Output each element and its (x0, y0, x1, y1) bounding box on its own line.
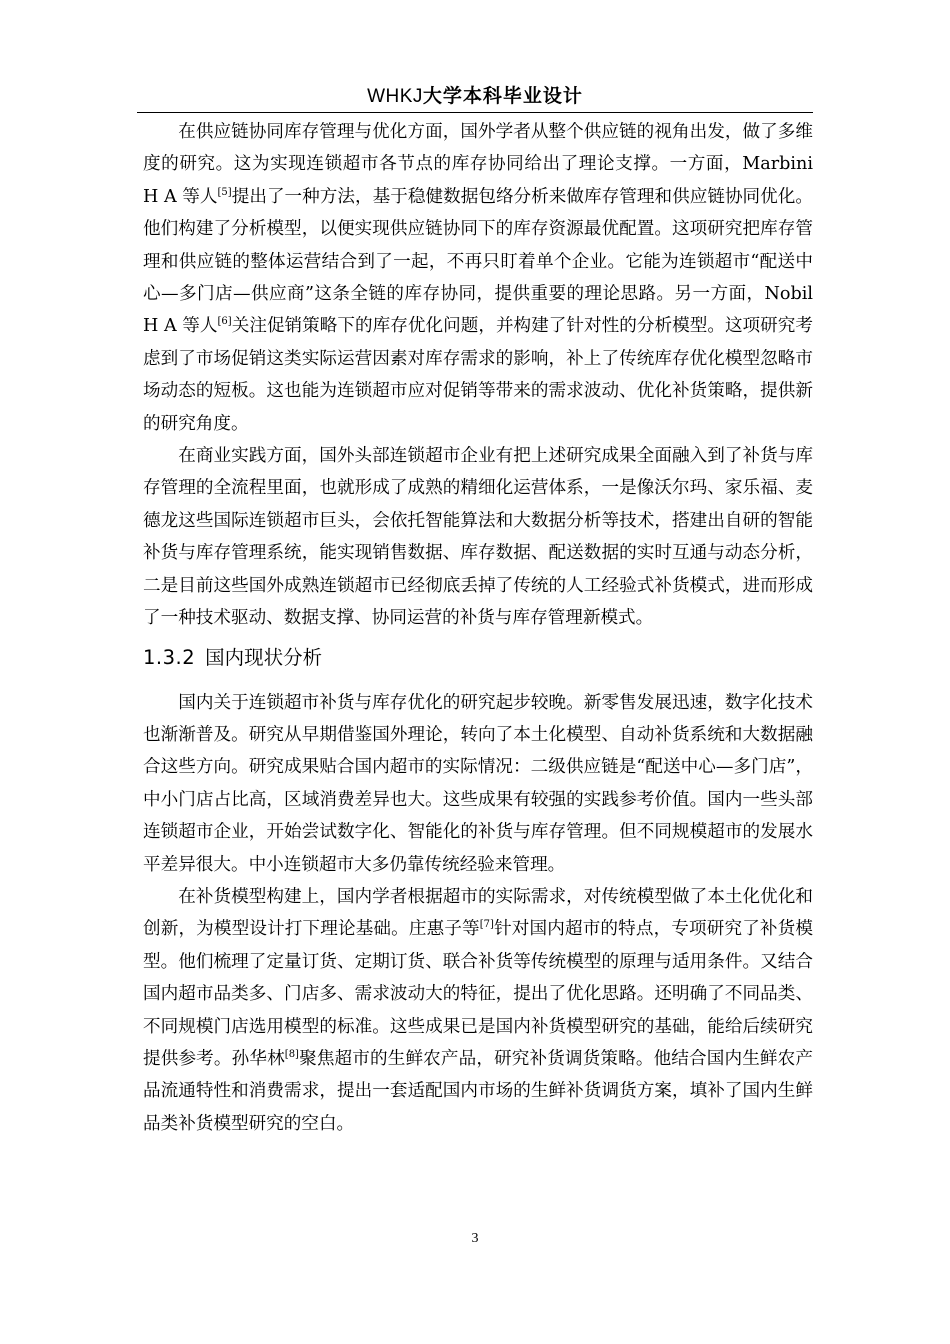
citation-reference: [8] (284, 1048, 299, 1060)
paragraph-text: 针对国内超市的特点，专项研究了补货模型。他们梳理了定量订货、定期订货、联合补货等传统模型的原理与适用条件。又结合国内超市品类多、门店多、需求波动大的特征，提出了优化思路。还明确了不同品类、不同规模门店选用模型的标准。这些成果已是国内补货模型研究的基础，能给后续研究提供参考。孙华林 (143, 919, 813, 1069)
citation-reference: [6] (217, 316, 232, 328)
section-heading (143, 641, 813, 675)
paragraph-text: 提出了一种方法，基于稳健数据包络分析来做库存管理和供应链协同优化。他们构建了分析模型，以便实现供应链协同下的库存资源最优配置。这项研究把库存管理和供应链的整体运营结合到了一起，不再只盯着单个企业。它能为连锁超市“配送中心—多门店—供应商”这条全链的库存协同，提供重要的理论思路。另一方面，Nobil H A 等人 (143, 186, 813, 337)
paragraph-text: 在供应链协同库存管理与优化方面，国外学者从整个供应链的视角出发，做了多维度的研究。这为实现连锁超市各节点的库存协同给出了理论支撑。一方面，Marbini H A 等人 (143, 122, 813, 207)
body-text (143, 116, 813, 1140)
section-number: 1.3.2 (143, 645, 196, 669)
page-header (137, 80, 813, 113)
section-title: 国内现状分析 (205, 645, 323, 669)
paragraph (143, 687, 813, 881)
header-title-text: 大学本科毕业设计 (422, 85, 583, 107)
paragraphs-after-section (143, 687, 813, 1141)
paragraph-text: 关注促销策略下的库存优化问题，并构建了针对性的分析模型。这项研究考虑到了市场促销这类实际运营因素对库存需求的影响，补上了传统库存优化模型忽略市场动态的短板。这也能为连锁超市应对促销等带来的需求波动、优化补货策略，提供新的研究角度。 (143, 316, 813, 434)
paragraph-text: 在补货模型构建上，国内学者根据超市的实际需求，对传统模型做了本土化优化和创新，为模型设计打下理论基础。庄惠子等 (143, 886, 813, 940)
paragraphs-before-section (143, 116, 813, 635)
paragraph (143, 881, 813, 1140)
citation-reference: [7] (479, 919, 494, 931)
paragraph (143, 116, 813, 440)
paragraph-text: 国内关于连锁超市补货与库存优化的研究起步较晚。新零售发展迅速，数字化技术也渐渐普及。研究从早期借鉴国外理论，转向了本土化模型、自动补货系统和大数据融合这些方向。研究成果贴合国内超市的实际情况：二级供应链是“配送中心—多门店”，中小门店占比高，区域消费差异也大。这些成果有较强的实践参考价值。国内一些头部连锁超市企业，开始尝试数字化、智能化的补货与库存管理。但不同规模超市的发展水平差异很大。中小连锁超市大多仍靠传统经验来管理。 (143, 692, 813, 875)
paragraph-text: 在商业实践方面，国外头部连锁超市企业有把上述研究成果全面融入到了补货与库存管理的全流程里面，也就形成了成熟的精细化运营体系，一是像沃尔玛、家乐福、麦德龙这些国际连锁超市巨头，会依托智能算法和大数据分析等技术，搭建出自研的智能补货与库存管理系统，能实现销售数据、库存数据、配送数据的实时互通与动态分析，二是目前这些国外成熟连锁超市已经彻底丢掉了传统的人工经验式补货模式，进而形成了一种技术驱动、数据支撑、协同运营的补货与库存管理新模式。 (143, 446, 813, 629)
paragraph-text: 聚焦超市的生鲜农产品，研究补货调货策略。他结合国内生鲜农产品流通特性和消费需求，提出一套适配国内市场的生鲜补货调货方案，填补了国内生鲜品类补货模型研究的空白。 (143, 1048, 813, 1134)
citation-reference: [5] (217, 186, 232, 198)
page-number: 3 (471, 1231, 479, 1246)
paragraph (143, 440, 813, 634)
header-latin-text: WHKJ (367, 86, 423, 107)
